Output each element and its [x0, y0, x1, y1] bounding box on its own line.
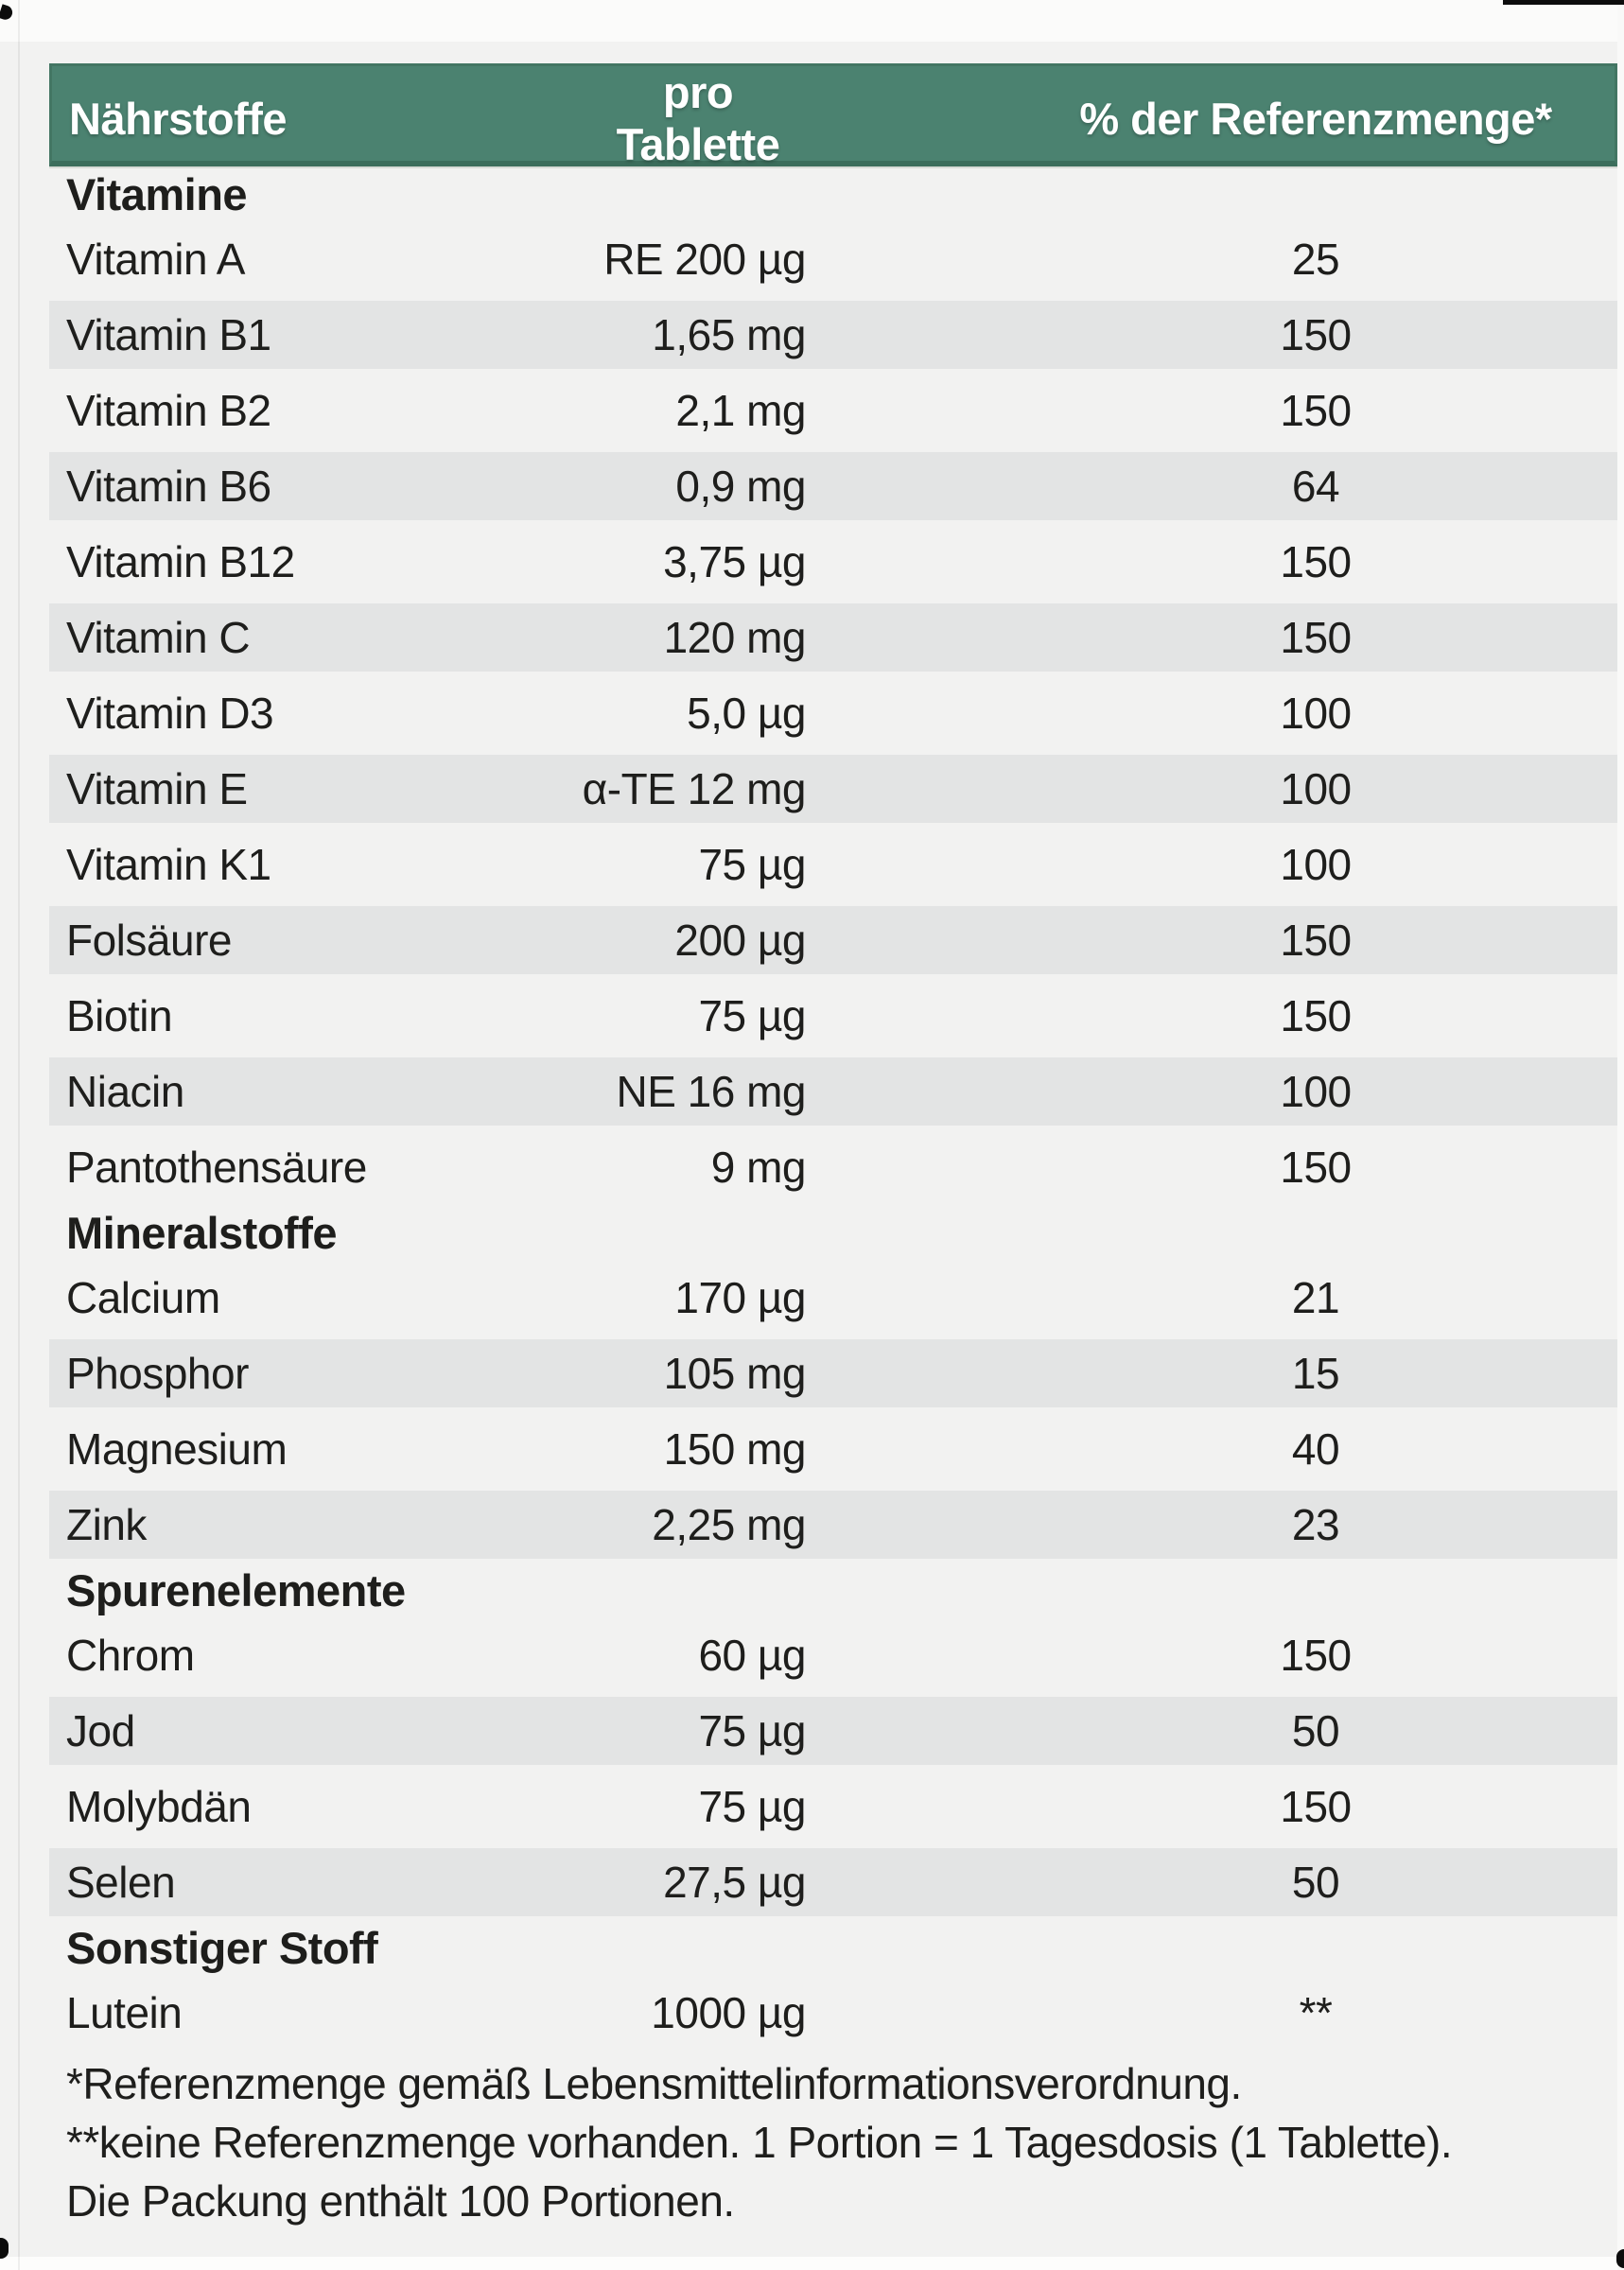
amount-per-tablet: 200 µg [674, 916, 806, 965]
footnotes [49, 2054, 1617, 2230]
amount-per-tablet: 9 mg [710, 1143, 806, 1192]
percent-of-reference: 100 [1280, 840, 1352, 889]
amount-per-tablet: 1,65 mg [652, 310, 806, 359]
amount-per-tablet: 1000 µg [651, 1988, 806, 2037]
photo-artifact-left-fold [18, 0, 20, 2270]
table-row [49, 827, 1617, 902]
column-header-per-tablet: pro Tablette [616, 67, 780, 169]
table-row [49, 373, 1617, 448]
amount-per-tablet: 75 µg [698, 840, 806, 889]
nutrient-name: Vitamin E [66, 764, 248, 813]
amount-per-tablet: NE 16 mg [616, 1067, 806, 1116]
percent-of-reference: 150 [1280, 916, 1352, 965]
nutrient-name: Vitamin B2 [66, 386, 271, 435]
nutrition-table [49, 63, 1617, 2230]
nutrient-name: Vitamin B6 [66, 462, 271, 511]
nutrient-name: Vitamin C [66, 613, 251, 662]
table-row [49, 1054, 1617, 1129]
nutrient-name: Jod [66, 1706, 135, 1755]
footnote-no-reference: **keine Referenzmenge vorhanden. 1 Portion = 1 Tagesdosis (1 Tablette). [66, 2118, 1453, 2167]
percent-of-reference: ** [1299, 1988, 1333, 2037]
percent-of-reference: 21 [1291, 1273, 1340, 1322]
amount-per-tablet: 170 µg [674, 1273, 806, 1322]
table-row [49, 751, 1617, 827]
percent-of-reference: 25 [1291, 235, 1340, 284]
amount-per-tablet: 150 mg [663, 1424, 806, 1474]
table-body [49, 166, 1617, 2051]
table-row [49, 1617, 1617, 1693]
table-row [49, 600, 1617, 675]
table-row [49, 1260, 1617, 1336]
table-row [49, 297, 1617, 373]
nutrient-name: Biotin [66, 991, 173, 1040]
nutrient-name: Vitamin D3 [66, 689, 274, 738]
nutrient-name: Niacin [66, 1067, 184, 1116]
percent-of-reference: 50 [1291, 1706, 1340, 1755]
amount-per-tablet: 5,0 µg [687, 689, 806, 738]
table-row [49, 1844, 1617, 1920]
percent-of-reference: 150 [1280, 1143, 1352, 1192]
table-row [49, 221, 1617, 297]
percent-of-reference: 50 [1291, 1858, 1340, 1907]
table-row [49, 1975, 1617, 2051]
nutrient-name: Vitamin K1 [66, 840, 271, 889]
percent-of-reference: 40 [1291, 1424, 1340, 1474]
column-header-reference: % der Referenzmenge* [1079, 93, 1552, 144]
table-row [49, 902, 1617, 978]
nutrient-name: Magnesium [66, 1424, 288, 1474]
photo-artifact-corner-top-right [1503, 0, 1624, 5]
amount-per-tablet: 60 µg [698, 1631, 806, 1680]
table-row [49, 448, 1617, 524]
table-row [49, 524, 1617, 600]
amount-per-tablet: 2,25 mg [652, 1500, 806, 1549]
table-row [49, 1129, 1617, 1205]
percent-of-reference: 150 [1280, 310, 1352, 359]
table-row [49, 1336, 1617, 1411]
section-title: Sonstiger Stoff [66, 1922, 378, 1973]
percent-of-reference: 100 [1280, 689, 1352, 738]
nutrient-name: Chrom [66, 1631, 195, 1680]
percent-of-reference: 23 [1291, 1500, 1340, 1549]
amount-per-tablet: 105 mg [663, 1349, 806, 1398]
table-row [49, 1769, 1617, 1844]
column-header-nutrient: Nährstoffe [69, 93, 288, 144]
photo-artifact-corner-bottom-left [0, 2238, 9, 2259]
nutrient-name: Vitamin B1 [66, 310, 271, 359]
amount-per-tablet: 27,5 µg [663, 1858, 806, 1907]
nutrient-name: Zink [66, 1500, 147, 1549]
amount-per-tablet: 75 µg [698, 1706, 806, 1755]
percent-of-reference: 150 [1280, 613, 1352, 662]
nutrient-name: Calcium [66, 1273, 220, 1322]
percent-of-reference: 15 [1291, 1349, 1340, 1398]
amount-per-tablet: 120 mg [663, 613, 806, 662]
percent-of-reference: 150 [1280, 386, 1352, 435]
nutrient-name: Vitamin B12 [66, 537, 295, 586]
table-row [49, 675, 1617, 751]
table-row [49, 1693, 1617, 1769]
amount-per-tablet: RE 200 µg [603, 235, 806, 284]
footnote-reference: *Referenzmenge gemäß Lebensmittelinformationsverordnung. [66, 2059, 1242, 2108]
table-header-row [49, 63, 1617, 169]
percent-of-reference: 150 [1280, 1631, 1352, 1680]
percent-of-reference: 150 [1280, 1782, 1352, 1831]
footnote-portions: Die Packung enthält 100 Portionen. [66, 2176, 735, 2226]
percent-of-reference: 100 [1280, 1067, 1352, 1116]
photo-artifact-bottom-band [0, 2257, 1624, 2270]
nutrient-name: Lutein [66, 1988, 183, 2037]
percent-of-reference: 150 [1280, 537, 1352, 586]
nutrient-name: Folsäure [66, 916, 232, 965]
table-row [49, 978, 1617, 1054]
photo-artifact-right-band [1617, 0, 1624, 2270]
nutrient-name: Phosphor [66, 1349, 249, 1398]
amount-per-tablet: 0,9 mg [675, 462, 806, 511]
amount-per-tablet: 75 µg [698, 991, 806, 1040]
nutrient-name: Vitamin A [66, 235, 245, 284]
photo-artifact-top-band [0, 0, 1624, 42]
section-title: Spurenelemente [66, 1564, 406, 1615]
percent-of-reference: 100 [1280, 764, 1352, 813]
nutrient-name: Molybdän [66, 1782, 252, 1831]
section-title: Mineralstoffe [66, 1207, 337, 1258]
photo-artifact-corner-bottom-right [1616, 2249, 1624, 2268]
nutrient-name: Pantothensäure [66, 1143, 367, 1192]
amount-per-tablet: 75 µg [698, 1782, 806, 1831]
table-row [49, 1411, 1617, 1487]
table-row [49, 1487, 1617, 1563]
amount-per-tablet: 3,75 µg [663, 537, 806, 586]
nutrient-name: Selen [66, 1858, 176, 1907]
amount-per-tablet: α-TE 12 mg [582, 764, 806, 813]
percent-of-reference: 64 [1291, 462, 1340, 511]
amount-per-tablet: 2,1 mg [675, 386, 806, 435]
percent-of-reference: 150 [1280, 991, 1352, 1040]
section-title: Vitamine [66, 168, 248, 219]
